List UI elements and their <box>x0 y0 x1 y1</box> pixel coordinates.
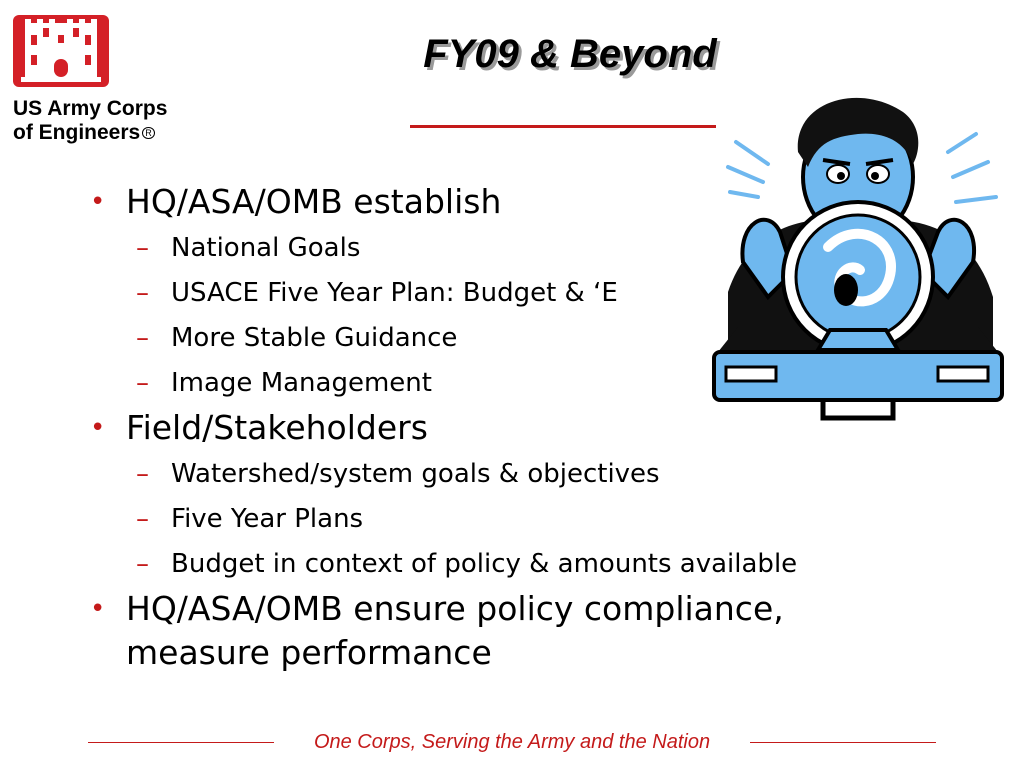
castle-icon <box>13 15 109 87</box>
dash-icon: – <box>136 278 149 308</box>
bullet-text: HQ/ASA/OMB establish <box>126 182 502 221</box>
sub-bullet-text: Image Management <box>171 368 432 398</box>
logo-line-2: of Engineers <box>13 121 141 144</box>
footer-rule-right <box>750 742 936 743</box>
sub-bullet-text: National Goals <box>171 233 361 263</box>
sub-bullet-item <box>88 361 948 406</box>
bullet-item <box>88 180 948 224</box>
bullet-dot-icon: • <box>90 413 106 443</box>
sub-bullet-text: Budget in context of policy & amounts available <box>171 549 798 579</box>
bullet-item <box>88 587 886 675</box>
bullet-dot-icon: • <box>90 187 106 217</box>
bullet-dot-icon: • <box>90 594 106 624</box>
sub-bullet-text: USACE Five Year Plan: Budget & ‘E <box>171 278 618 308</box>
dash-icon: – <box>136 459 149 489</box>
dash-icon: – <box>136 549 149 579</box>
title-underline <box>410 125 716 128</box>
sub-bullet-item <box>88 271 948 316</box>
logo-text <box>13 97 167 145</box>
sub-bullet-item <box>88 316 948 361</box>
sub-bullet-text: More Stable Guidance <box>171 323 458 353</box>
dash-icon: – <box>136 504 149 534</box>
bullet-text: Field/Stakeholders <box>126 408 428 447</box>
dash-icon: – <box>136 233 149 263</box>
dash-icon: – <box>136 368 149 398</box>
sub-bullet-item <box>88 452 948 497</box>
footer-rule-left <box>88 742 274 743</box>
usace-logo <box>13 15 183 150</box>
sub-bullet-text: Five Year Plans <box>171 504 364 534</box>
sub-bullet-item <box>88 497 948 542</box>
footer <box>0 728 1024 758</box>
slide-title: FY09 & Beyond <box>423 32 717 76</box>
footer-text: One Corps, Serving the Army and the Nation <box>313 731 711 753</box>
bullet-item <box>88 406 948 450</box>
sub-bullet-item <box>88 542 948 587</box>
registered-mark: R <box>142 127 155 139</box>
bullet-text: HQ/ASA/OMB ensure policy compliance, measure performance <box>126 589 784 672</box>
sub-bullet-item <box>88 226 948 271</box>
bullet-list <box>88 180 948 677</box>
logo-line-1: US Army Corps <box>13 97 168 120</box>
dash-icon: – <box>136 323 149 353</box>
sub-bullet-text: Watershed/system goals & objectives <box>171 459 660 489</box>
